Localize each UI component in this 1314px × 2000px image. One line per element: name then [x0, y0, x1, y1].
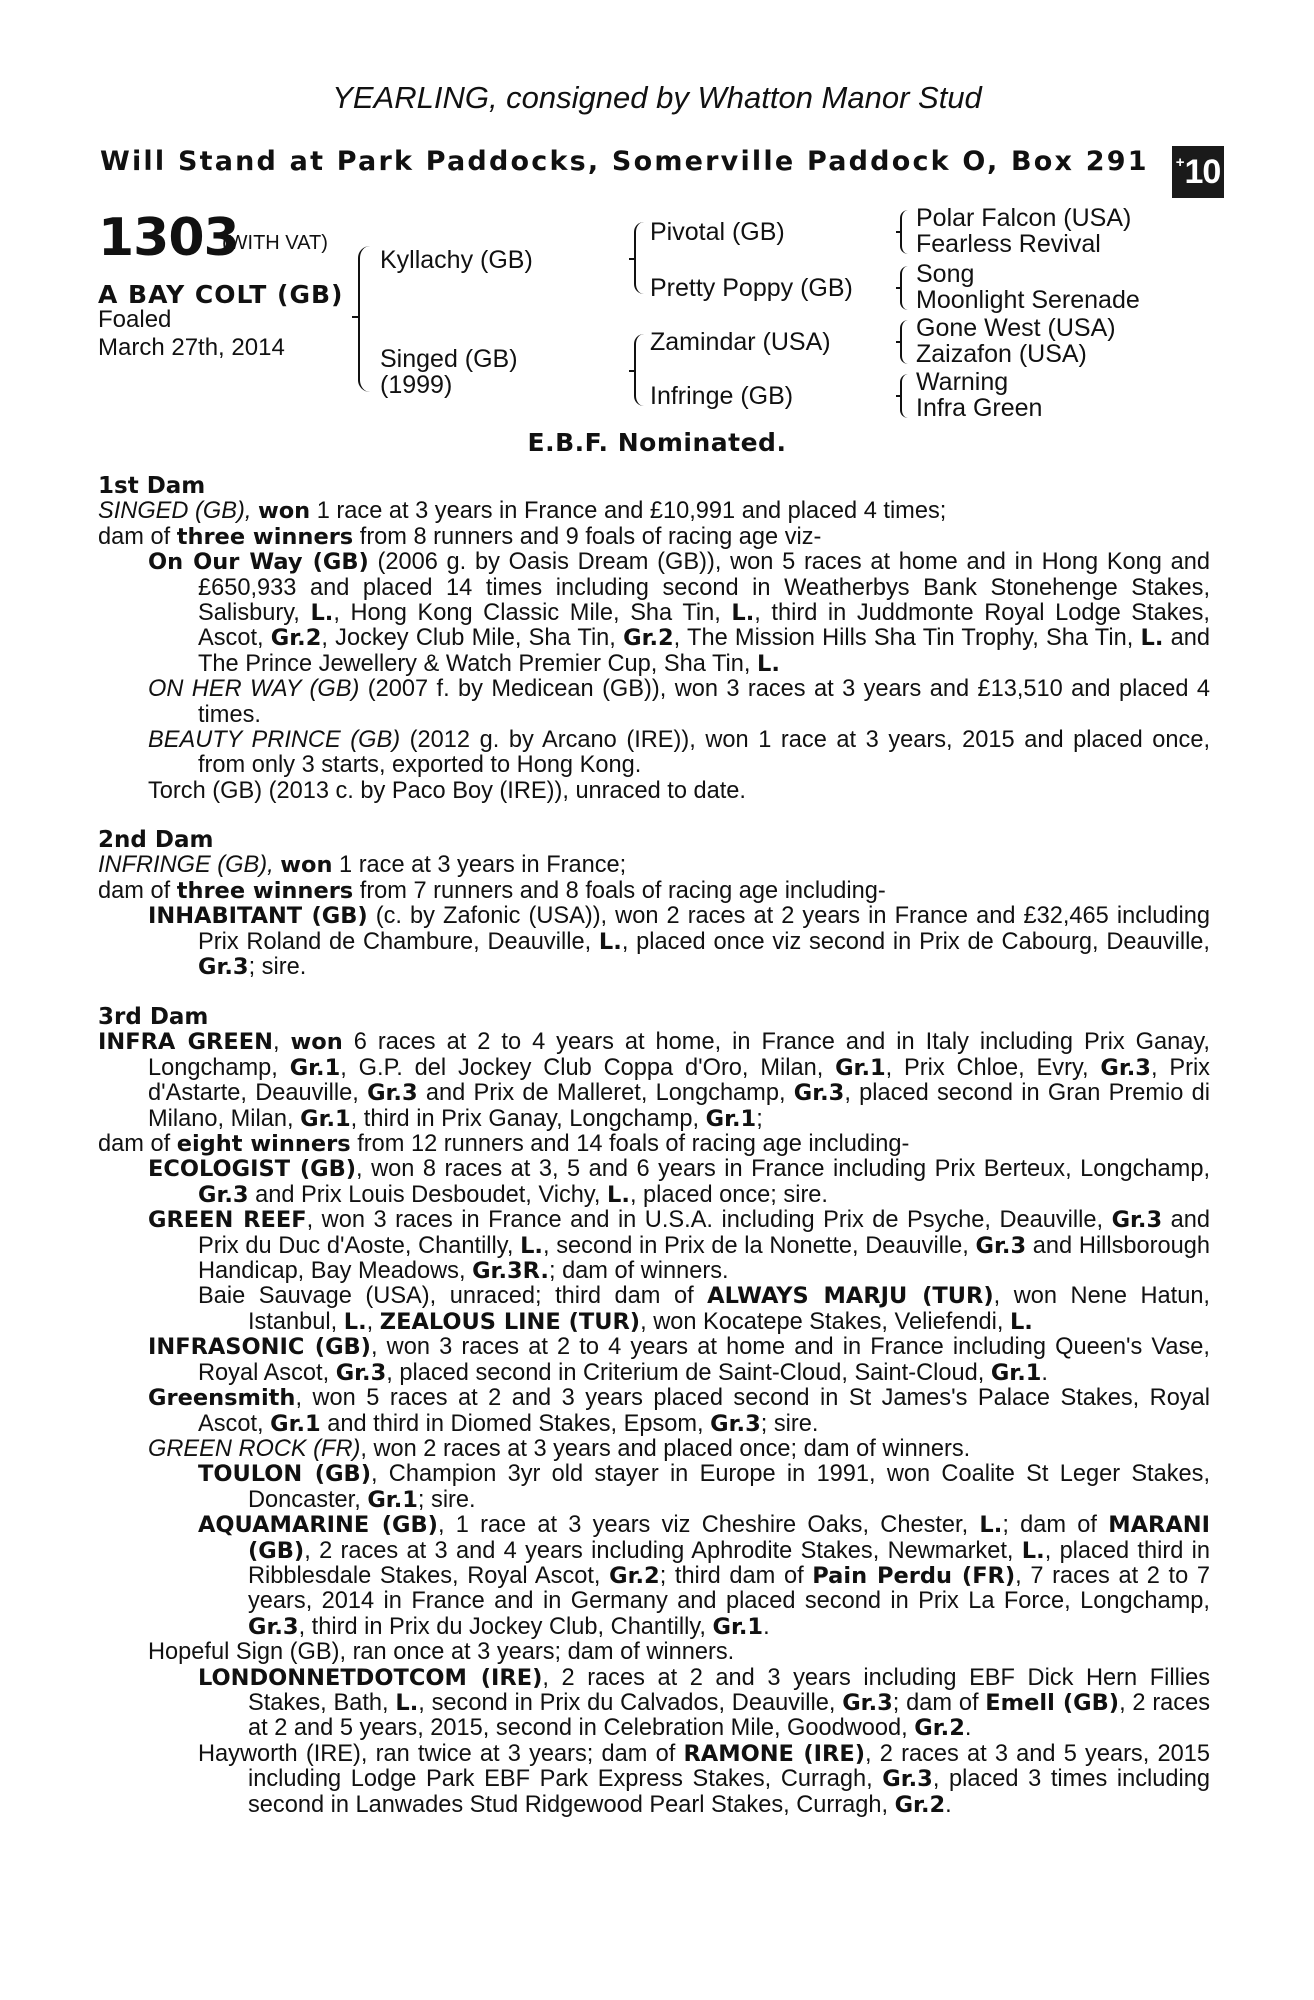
- pedigree-sire-dam: Pretty Poppy (GB): [650, 274, 853, 302]
- second-dam-produce: dam of three winners from 7 runners and 8 foals of racing age including-: [98, 877, 886, 904]
- pedigree-gg-5: Gone West (USA): [916, 314, 1116, 342]
- first-dam-heading: 1st Dam: [98, 473, 206, 499]
- third-dam-section: [98, 1005, 1210, 1818]
- pedigree-gg-6: Zaizafon (USA): [916, 340, 1087, 368]
- third-dam-produce: dam of eight winners from 12 runners and 14 foals of racing age including-: [98, 1131, 910, 1158]
- pedigree-brace-g4: [900, 374, 911, 418]
- badge-number: 10: [1184, 152, 1221, 191]
- pedigree-sire-sire: Pivotal (GB): [650, 218, 785, 246]
- third-dam-descendant: TOULON (GB), Champion 3yr old stayer in Europe in 1991, won Coalite St Leger Stakes, Doncaster, Gr.1; sire.: [198, 1461, 1211, 1513]
- third-dam-foal: ECOLOGIST (GB), won 8 races at 3, 5 and 6 years in France including Prix Berteux, Longchamp, Gr.3 and Prix Louis Desboudet, Vichy, L., placed once; sire.: [148, 1156, 1210, 1208]
- third-dam-foal: Greensmith, won 5 races at 2 and 3 years placed second in St James's Palace Stakes, Royal Ascot, Gr.1 and third in Diomed Stakes, Epsom, Gr.3; sire.: [148, 1385, 1210, 1437]
- pedigree-dam: Singed (GB): [380, 345, 518, 373]
- first-dam-foal: Torch (GB) (2013 c. by Paco Boy (IRE)), unraced to date.: [148, 777, 746, 804]
- badge-plus: +: [1175, 153, 1184, 171]
- pedigree-brace-g1: [900, 210, 911, 254]
- consignor-line: YEARLING, consigned by Whatton Manor Stud: [332, 80, 982, 115]
- pedigree-brace-main: [358, 246, 374, 392]
- second-dam-section: [98, 828, 1210, 980]
- pedigree-brace-dam: [634, 334, 648, 406]
- lot-number: 1303: [98, 208, 239, 268]
- horse-name: A BAY COLT (GB): [98, 280, 344, 309]
- third-dam-foal: GREEN ROCK (FR), won 2 races at 3 years and placed once; dam of winners.: [148, 1435, 971, 1462]
- pedigree-gg-3: Song: [916, 260, 975, 288]
- pedigree-dam-sire: Zamindar (USA): [650, 328, 831, 356]
- foaled-label: Foaled: [98, 306, 172, 333]
- lot-badge: [1172, 146, 1224, 198]
- first-dam-record: SINGED (GB), won 1 race at 3 years in France and £10,991 and placed 4 times;: [98, 498, 947, 525]
- third-dam-foal: Hopeful Sign (GB), ran once at 3 years; dam of winners.: [148, 1639, 735, 1666]
- pedigree-gg-4: Moonlight Serenade: [916, 286, 1140, 314]
- ebf-nominated: E.B.F. Nominated.: [527, 428, 787, 457]
- second-dam-record: INFRINGE (GB), won 1 race at 3 years in France;: [98, 852, 627, 879]
- first-dam-foal: BEAUTY PRINCE (GB) (2012 g. by Arcano (IRE)), won 1 race at 3 years, 2015 and placed once, from only 3 starts, exported to Hong Kong.: [148, 727, 1211, 779]
- third-dam-record: INFRA GREEN, won 6 races at 2 to 4 years at home, in France and in Italy including Prix Ganay, Longchamp, Gr.1, G.P. del Jockey Club Coppa d'Oro, Milan, Gr.1, Prix Chloe, Evry, Gr.3, Prix d'Astarte, Deauville, Gr.3 and Prix de Malleret, Longchamp, Gr.3, placed second in Gran Premio di Milano, Milan, Gr.1, third in Prix Ganay, Longchamp, Gr.1;: [98, 1029, 1210, 1132]
- first-dam-produce: dam of three winners from 8 runners and 9 foals of racing age viz-: [98, 523, 822, 550]
- pedigree-brace-sire: [634, 222, 648, 294]
- first-dam-section: [98, 474, 1210, 804]
- pedigree-sire: Kyllachy (GB): [380, 246, 533, 274]
- foaled-info: [98, 306, 285, 362]
- third-dam-foal: GREEN REEF, won 3 races in France and in U.S.A. including Prix de Psyche, Deauville, Gr.3 and Prix du Duc d'Aoste, Chantilly, L., second in Prix de la Nonette, Deauville, Gr.3 and Hillsborough Handicap, Bay Meadows, Gr.3R.; dam of winners.: [148, 1207, 1211, 1285]
- third-dam-descendant: Hayworth (IRE), ran twice at 3 years; dam of RAMONE (IRE), 2 races at 3 and 5 years, 2015 including Lodge Park EBF Park Express Stakes, Curragh, Gr.3, placed 3 times including second in Lanwades Stud Ridgewood Pearl Stakes, Curragh, Gr.2.: [198, 1740, 1210, 1818]
- vat-note: (WITH VAT): [222, 232, 328, 254]
- pedigree-gg-8: Infra Green: [916, 394, 1043, 422]
- third-dam-foal: INFRASONIC (GB), won 3 races at 2 to 4 years at home and in France including Queen's Vase, Royal Ascot, Gr.3, placed second in Criterium de Saint-Cloud, Saint-Cloud, Gr.1.: [148, 1334, 1210, 1386]
- third-dam-descendant: LONDONNETDOTCOM (IRE), 2 races at 2 and 3 years including EBF Dick Hern Fillies Stakes, Bath, L., second in Prix du Calvados, Deauville, Gr.3; dam of Emell (GB), 2 races at 2 and 5 years, 2015, second in Celebration Mile, Goodwood, Gr.2.: [198, 1664, 1211, 1742]
- foaled-date: March 27th, 2014: [98, 334, 285, 361]
- pedigree-brace-g2: [900, 266, 911, 310]
- first-dam-foal: ON HER WAY (GB) (2007 f. by Medicean (GB)), won 3 races at 3 years and £13,510 and placed 4 times.: [148, 676, 1211, 728]
- pedigree-gg-7: Warning: [916, 368, 1009, 396]
- pedigree-brace-g3: [900, 320, 911, 364]
- pedigree-gg-1: Polar Falcon (USA): [916, 204, 1132, 232]
- pedigree-dam-year: (1999): [380, 371, 453, 399]
- third-dam-descendant: Baie Sauvage (USA), unraced; third dam of ALWAYS MARJU (TUR), won Nene Hatun, Istanbul, L., ZEALOUS LINE (TUR), won Kocatepe Stakes, Veliefendi, L.: [198, 1283, 1210, 1335]
- pedigree-dam-dam: Infringe (GB): [650, 382, 794, 410]
- third-dam-heading: 3rd Dam: [98, 1004, 209, 1030]
- first-dam-foal: On Our Way (GB) (2006 g. by Oasis Dream (GB)), won 5 races at home and in Hong Kong and £650,933 and placed 14 times including second in Weatherbys Bank Stonehenge Stakes, Salisbury, L., Hong Kong Classic Mile, Sha Tin, L., third in Juddmonte Royal Lodge Stakes, Ascot, Gr.2, Jockey Club Mile, Sha Tin, Gr.2, The Mission Hills Sha Tin Trophy, Sha Tin, L. and The Prince Jewellery & Watch Premier Cup, Sha Tin, L.: [148, 549, 1211, 677]
- third-dam-descendant: AQUAMARINE (GB), 1 race at 3 years viz Cheshire Oaks, Chester, L.; dam of MARANI (GB), 2 races at 3 and 4 years including Aphrodite Stakes, Newmarket, L., placed third in Ribblesdale Stakes, Royal Ascot, Gr.2; third dam of Pain Perdu (FR), 7 races at 2 to 7 years, 2014 in France and in Germany and placed second in Prix La Force, Longchamp, Gr.3, third in Prix du Jockey Club, Chantilly, Gr.1.: [198, 1512, 1210, 1640]
- pedigree-gg-2: Fearless Revival: [916, 230, 1101, 258]
- stand-location: Will Stand at Park Paddocks, Somerville Paddock O, Box 291: [100, 146, 1149, 177]
- second-dam-heading: 2nd Dam: [98, 827, 214, 853]
- second-dam-foal: INHABITANT (GB) (c. by Zafonic (USA)), won 2 races at 2 years in France and £32,465 including Prix Roland de Chambure, Deauville, L., placed once viz second in Prix de Cabourg, Deauville, Gr.3; sire.: [148, 903, 1210, 981]
